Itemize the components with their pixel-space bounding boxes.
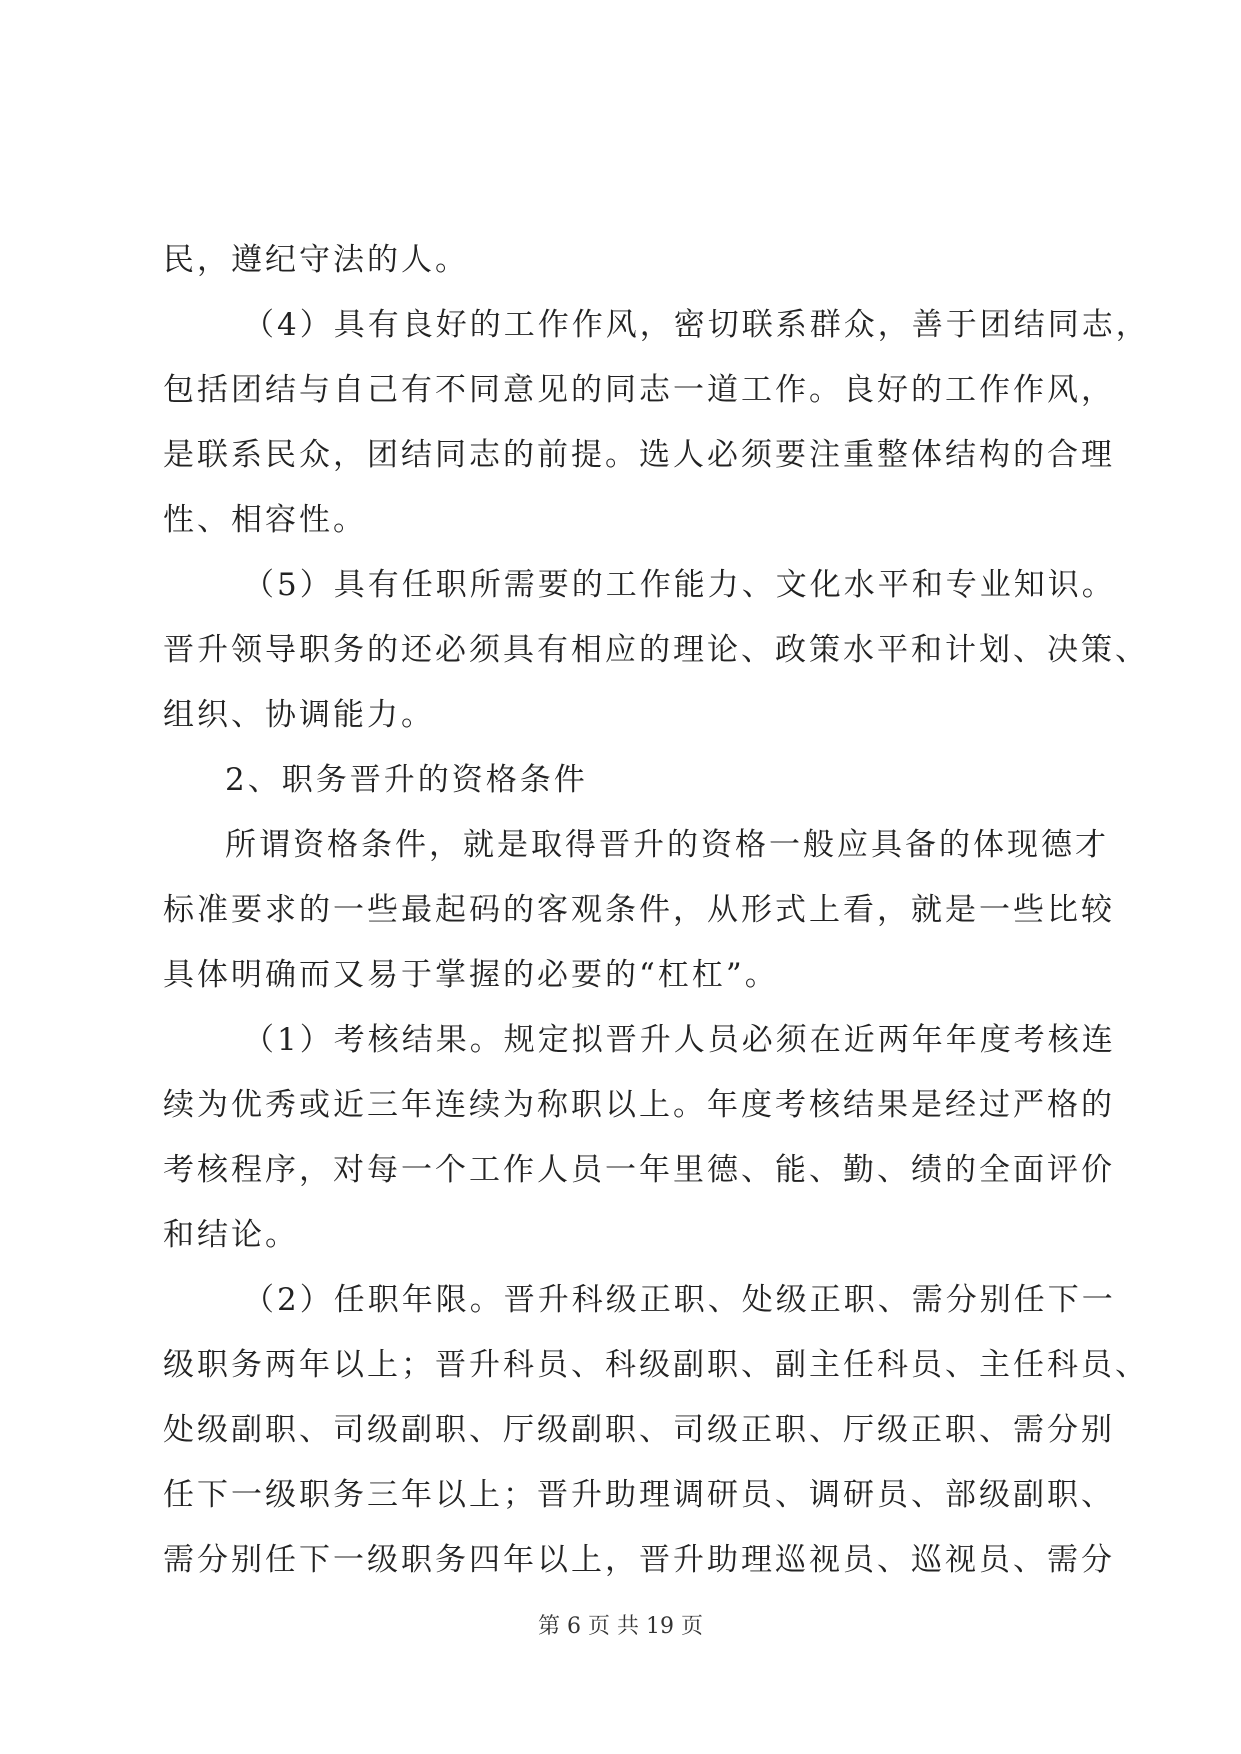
section-heading: 2、职务晋升的资格条件 [225, 762, 588, 798]
text-line: （5）具有任职所需要的工作能力、文化水平和专业知识。 [243, 567, 1116, 603]
text-line: 晋升领导职务的还必须具有相应的理论、政策水平和计划、决策、 [163, 632, 1149, 668]
text-line: 标准要求的一些最起码的客观条件，从形式上看，就是一些比较 [163, 892, 1115, 928]
text-line: 需分别任下一级职务四年以上，晋升助理巡视员、巡视员、需分 [163, 1542, 1115, 1578]
text-line: 性、相容性。 [163, 502, 367, 538]
text-line: 是联系民众，团结同志的前提。选人必须要注重整体结构的合理 [163, 437, 1115, 473]
text-line: 处级副职、司级副职、厅级副职、司级正职、厅级正职、需分别 [163, 1412, 1115, 1448]
page-number-footer: 第 6 页 共 19 页 [538, 1614, 703, 1639]
text-line: 续为优秀或近三年连续为称职以上。年度考核结果是经过严格的 [163, 1087, 1115, 1123]
text-line: 组织、协调能力。 [163, 697, 435, 733]
text-line: 民，遵纪守法的人。 [163, 242, 469, 278]
text-line: （1）考核结果。规定拟晋升人员必须在近两年年度考核连 [243, 1022, 1116, 1058]
text-line: （2）任职年限。晋升科级正职、处级正职、需分别任下一 [243, 1282, 1116, 1318]
document-body [163, 228, 1150, 1593]
text-line: 和结论。 [163, 1217, 299, 1253]
text-line: （4）具有良好的工作作风，密切联系群众，善于团结同志， [243, 307, 1150, 343]
text-line: 任下一级职务三年以上；晋升助理调研员、调研员、部级副职、 [163, 1477, 1115, 1513]
text-line: 考核程序，对每一个工作人员一年里德、能、勤、绩的全面评价 [163, 1152, 1115, 1188]
text-line: 级职务两年以上；晋升科员、科级副职、副主任科员、主任科员、 [163, 1347, 1149, 1383]
text-line: 包括团结与自己有不同意见的同志一道工作。良好的工作作风， [163, 372, 1115, 408]
text-line: 所谓资格条件，就是取得晋升的资格一般应具备的体现德才 [225, 827, 1109, 863]
text-line: 具体明确而又易于掌握的必要的“杠杠”。 [163, 957, 779, 993]
